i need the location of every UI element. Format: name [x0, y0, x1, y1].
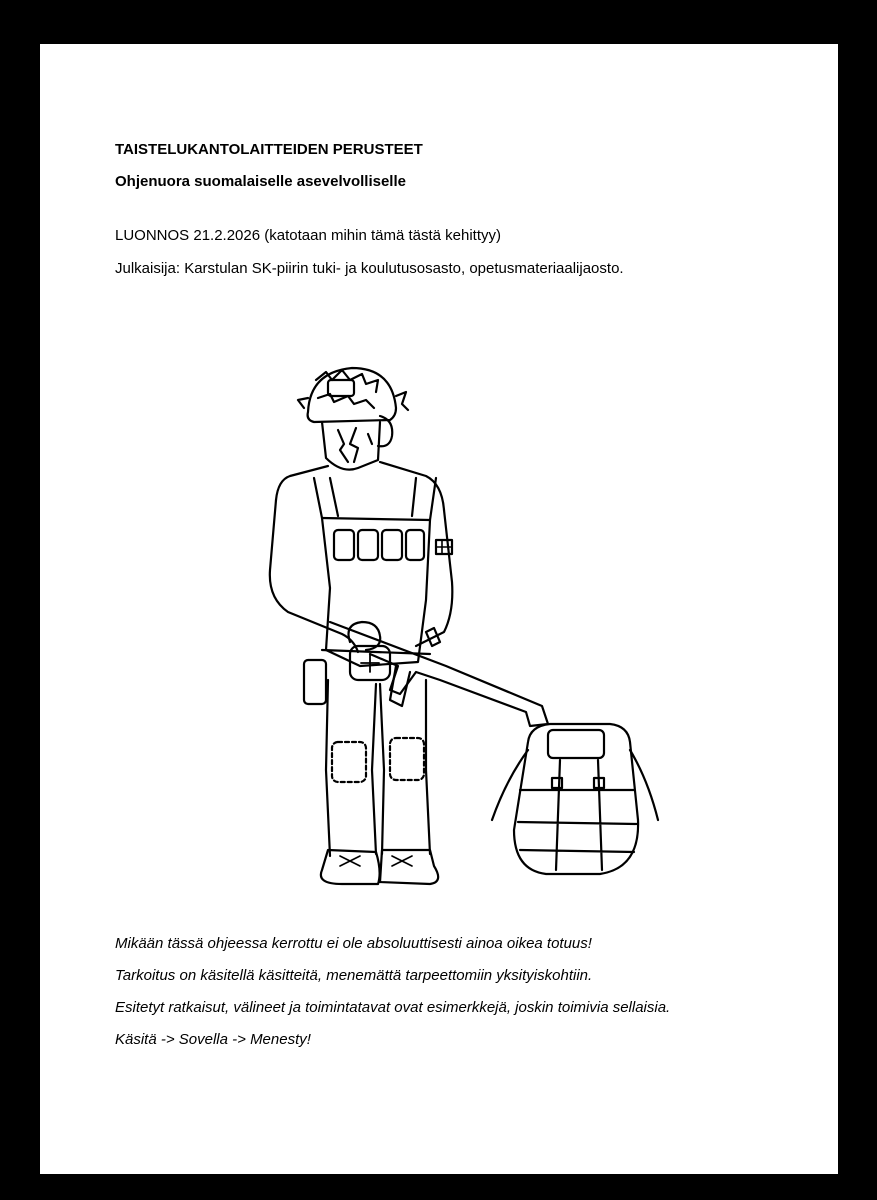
helmet-goggles — [328, 380, 354, 396]
knee-pad-left — [332, 742, 366, 782]
mag-pouch-3 — [382, 530, 402, 560]
rifle-magazine — [390, 666, 410, 706]
document-title: TAISTELUKANTOLAITTEIDEN PERUSTEET — [115, 141, 423, 158]
backpack-bands — [518, 760, 638, 870]
legs — [326, 680, 430, 856]
boot-right — [380, 850, 438, 884]
backpack-buckle-1 — [552, 778, 562, 788]
mag-pouch-2 — [358, 530, 378, 560]
document-page — [40, 44, 838, 1174]
soldier-illustration — [230, 350, 660, 886]
disclaimer-line-1: Mikään tässä ohjeessa kerrottu ei ole absoluuttisesti ainoa oikea totuus! — [115, 935, 592, 952]
plate-carrier — [314, 478, 436, 666]
draft-line: LUONNOS 21.2.2026 (katotaan mihin tämä tästä kehittyy) — [115, 227, 502, 244]
backpack-top-pocket — [548, 730, 604, 758]
publisher-line: Julkaisija: Karstulan SK-piirin tuki- ja koulutusosasto, opetusmateriaalijaosto. — [115, 260, 624, 277]
left-arm — [270, 500, 358, 652]
belt — [322, 650, 430, 654]
disclaimer-line-4: Käsitä -> Sovella -> Menesty! — [115, 1031, 311, 1048]
mag-pouch-1 — [334, 530, 354, 560]
knee-pad-right — [390, 738, 424, 780]
side-pouch — [304, 660, 326, 704]
face-paint — [338, 428, 372, 462]
face — [322, 422, 380, 470]
disclaimer-line-2: Tarkoitus on käsitellä käsitteitä, menemättä tarpeettomiin yksityiskohtiin. — [115, 967, 593, 984]
mag-pouch-4 — [406, 530, 424, 560]
carrier-straps — [322, 478, 430, 520]
document-subtitle: Ohjenuora suomalaiselle asevelvolliselle — [115, 173, 406, 190]
shoulders — [276, 462, 444, 510]
disclaimer-line-3: Esitetyt ratkaisut, välineet ja toimintatavat ovat esimerkkejä, joskin toimivia sellaisia. — [115, 999, 671, 1016]
